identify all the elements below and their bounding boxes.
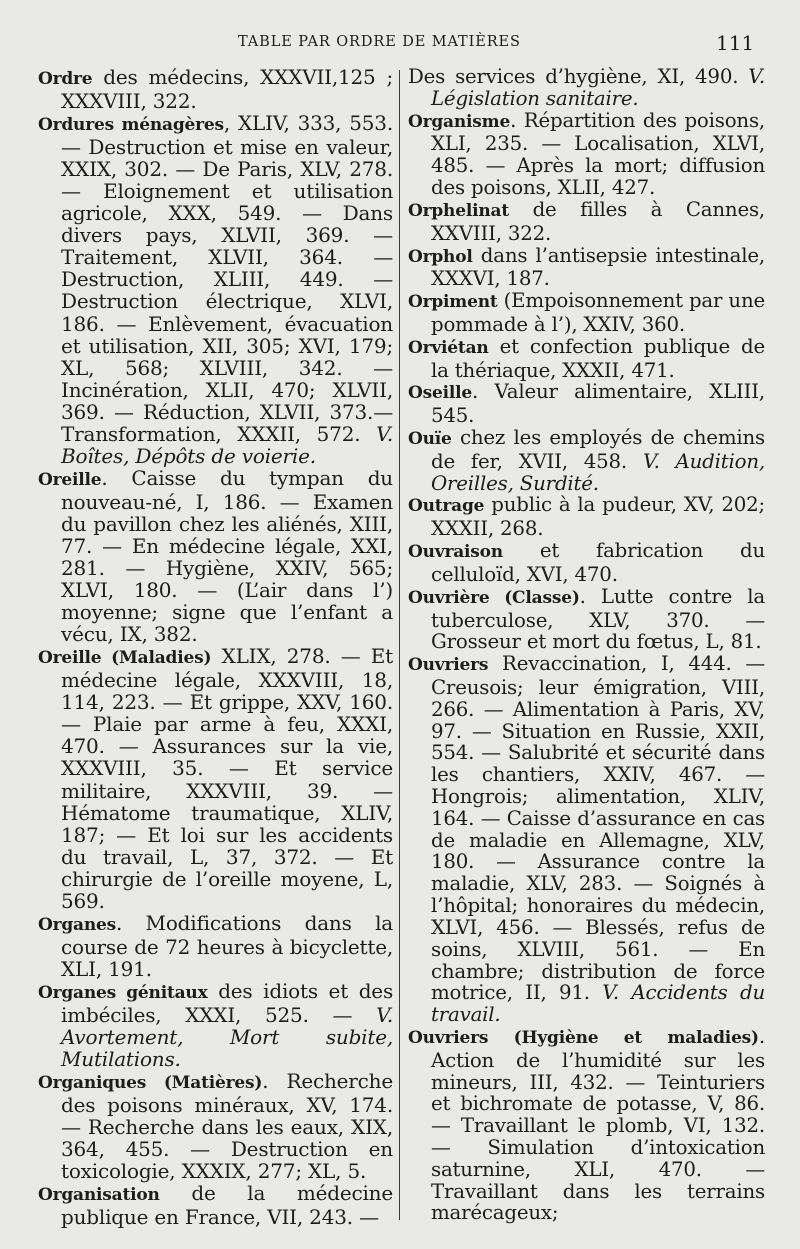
entry-term: Ouvriers (Hygiène et maladies) (408, 1027, 759, 1048)
entry-text: . Répartition des poisons, XLI, 235. — Localisation, XLVI, 485. — Après la mort; diffusion des poisons, XLII, 427. (431, 108, 765, 200)
index-entry (38, 1182, 393, 1228)
entry-term: Organisme (408, 111, 511, 132)
entry-term: Ouvrière (Classe) (408, 587, 580, 608)
index-entry (38, 980, 393, 1070)
entry-term: Ouvraison (408, 542, 503, 563)
entry-text: Des services d’hygiène, XI, 490. (408, 65, 749, 88)
entry-term: Orviétan (408, 337, 489, 358)
entry-term: Organiques (Matières) (38, 1073, 263, 1094)
entry-term: Orpiment (408, 292, 498, 313)
entry-text: de la médecine publique en France, VII, 243. — (61, 1181, 393, 1230)
entry-text: . Recherche des poisons minéraux, XV, 174. — Recherche dans les eaux, XIX, 364, 455. — Destruction en toxicologie, XXXIX, 277; XL, 5. (61, 1069, 393, 1184)
entry-see-also: V. Boîtes, Dépôts de voierie. (61, 421, 393, 468)
index-entry (408, 199, 765, 245)
entry-term: Oreille (38, 469, 102, 490)
entry-text: . Lutte contre la tuberculose, XLV, 370. — Grosseur et mort du fœtus, L, 81. (431, 584, 765, 654)
index-entry (408, 540, 765, 586)
entry-text: des médecins, XXXVII,125 ; XXXVIII, 322. (61, 65, 393, 114)
page-number: 111 (716, 31, 755, 55)
running-header (0, 31, 800, 56)
entry-term: Outrage (408, 496, 485, 517)
entry-text: . Action de l’humidité sur les mineurs, III, 432. — Teinturiers et bichromate de potasse, V, 86. — Travaillant le plomb, VI, 132. — Simulation d’intoxication saturnine, XLI, 470. — Travaillant dans les terrains marécageux; (431, 1024, 765, 1225)
index-entry (408, 494, 765, 540)
entry-see-also: V. Accidents du travail. (431, 981, 765, 1027)
entry-text: XLIX, 278. — Et médecine légale, XXXVIII, 18, 114, 223. — Et grippe, XXV, 160. — Plaie par arme à feu, XXXI, 470. — Assurances sur la vie, XXXVIII, 35. — Et service militaire, XXXVIII, 39. — Hématome traumatique, XLIV, 187; — Et loi sur les accidents du travail, L, 37, 372. — Et chirurgie de l’oreille moyene, L, 569. (61, 644, 393, 913)
entry-term: Organes génitaux (38, 982, 208, 1003)
entry-text: dans l’antisepsie intestinale, XXXVI, 187. (431, 243, 765, 291)
index-entry (38, 66, 393, 112)
entry-text: et confection publique de la thériaque, XXXII, 471. (431, 334, 765, 382)
left-column (38, 66, 393, 1228)
index-entry (408, 586, 765, 653)
entry-text: (Empoisonnement par une pommade à l’), XXIV, 360. (431, 289, 765, 336)
index-entry (408, 290, 765, 336)
index-entry (38, 1070, 393, 1182)
index-entry (38, 467, 393, 645)
index-entry (408, 653, 765, 1026)
index-entry (38, 912, 393, 980)
column-divider (399, 70, 400, 1220)
entry-term: Ordures ménagères (38, 115, 224, 136)
entry-see-also: V. Audition, Oreilles, Surdité. (431, 449, 765, 495)
index-entry (408, 381, 765, 427)
entry-term: Orphol (408, 246, 473, 267)
running-title: TABLE PAR ORDRE DE MATIÈRES (238, 34, 521, 50)
index-entry (408, 110, 765, 199)
entry-text: public à la pudeur, XV, 202; XXXII, 268. (431, 493, 765, 541)
right-column (408, 66, 765, 1224)
entry-see-also: V. Législation sanitaire. (431, 65, 765, 110)
index-entry (408, 336, 765, 382)
index-entry (408, 427, 765, 494)
entry-text: Revaccination, I, 444. — Creusois; leur émigration, VIII, 266. — Alimentation à Paris, XV, 97. — Situation en Russie, XXII, 554. — Salubrité et sécurité dans les chantiers, XXIV, 467. — Hongrois; alimentation, XLIV, 164. — Caisse d’assurance en cas de maladie en Allemagne, XLV, 180. — Assurance contre la maladie, XLV, 283. — Soignés à l’hôpital; honoraires du médecin, XLVI, 456. — Blessés, refus de soins, XLVIII, 561. — En chambre; distribution de force motrice, II, 91. (431, 652, 765, 1005)
entry-text: . Modifications dans la course de 72 heures à bicyclette, XLI, 191. (61, 910, 393, 981)
entry-term: Ordre (38, 69, 93, 89)
index-entry (408, 245, 765, 291)
index-entry (38, 645, 393, 912)
entry-term: Organes (38, 914, 117, 935)
index-entry (408, 66, 765, 110)
entry-see-also: V. Avortement, Mort subite, Mutilations. (61, 1002, 393, 1072)
entry-text: et fabrication du celluloïd, XVI, 470. (431, 539, 765, 586)
entry-text: . Valeur alimentaire, XLIII, 545. (431, 380, 765, 428)
entry-text: des idiots et des imbéciles, XXXI, 525. — (61, 978, 394, 1027)
entry-term: Orphelinat (408, 200, 509, 221)
entry-text: , XLIV, 333, 553. — Destruction et mise en valeur, XXIX, 302. — De Paris, XLV, 278. — Eloignement et utilisation agricole, XXX, 549. — Dans divers pays, XLVII, 369. — Traitement, XLVII, 364. — Destruction, XLIII, 449. — Destruction électrique, XLVI, 186. — Enlèvement, évacuation et utilisation, XII, 305; XVI, 179; XL, 568; XLVIII, 342. — Incinération, XLII, 470; XLVII, 369. — Réduction, XLVII, 373.— Transformation, XXXII, 572. (61, 111, 393, 446)
entry-term: Ouïe (408, 429, 452, 449)
entry-term: Ouvriers (408, 655, 489, 676)
entry-text: de filles à Cannes, XXVIII, 322. (431, 197, 765, 245)
entry-text: chez les employés de chemins de fer, XVII, 458. (431, 426, 765, 473)
entry-term: Oseille (408, 383, 472, 404)
index-entry (408, 1026, 765, 1224)
entry-text: . Caisse du tympan du nouveau-né, I, 186. — Examen du pavillon chez les aliénés, XIII, 77. — En médecine légale, XXI, 281. — Hygiène, XXIV, 565; XLVI, 180. — (L’air dans l’) moyenne; signe que l’enfant a vécu, IX, 382. (61, 465, 393, 647)
entry-term: Organisation (38, 1185, 160, 1206)
entry-term: Oreille (Maladies) (38, 648, 212, 669)
index-entry (38, 112, 393, 467)
